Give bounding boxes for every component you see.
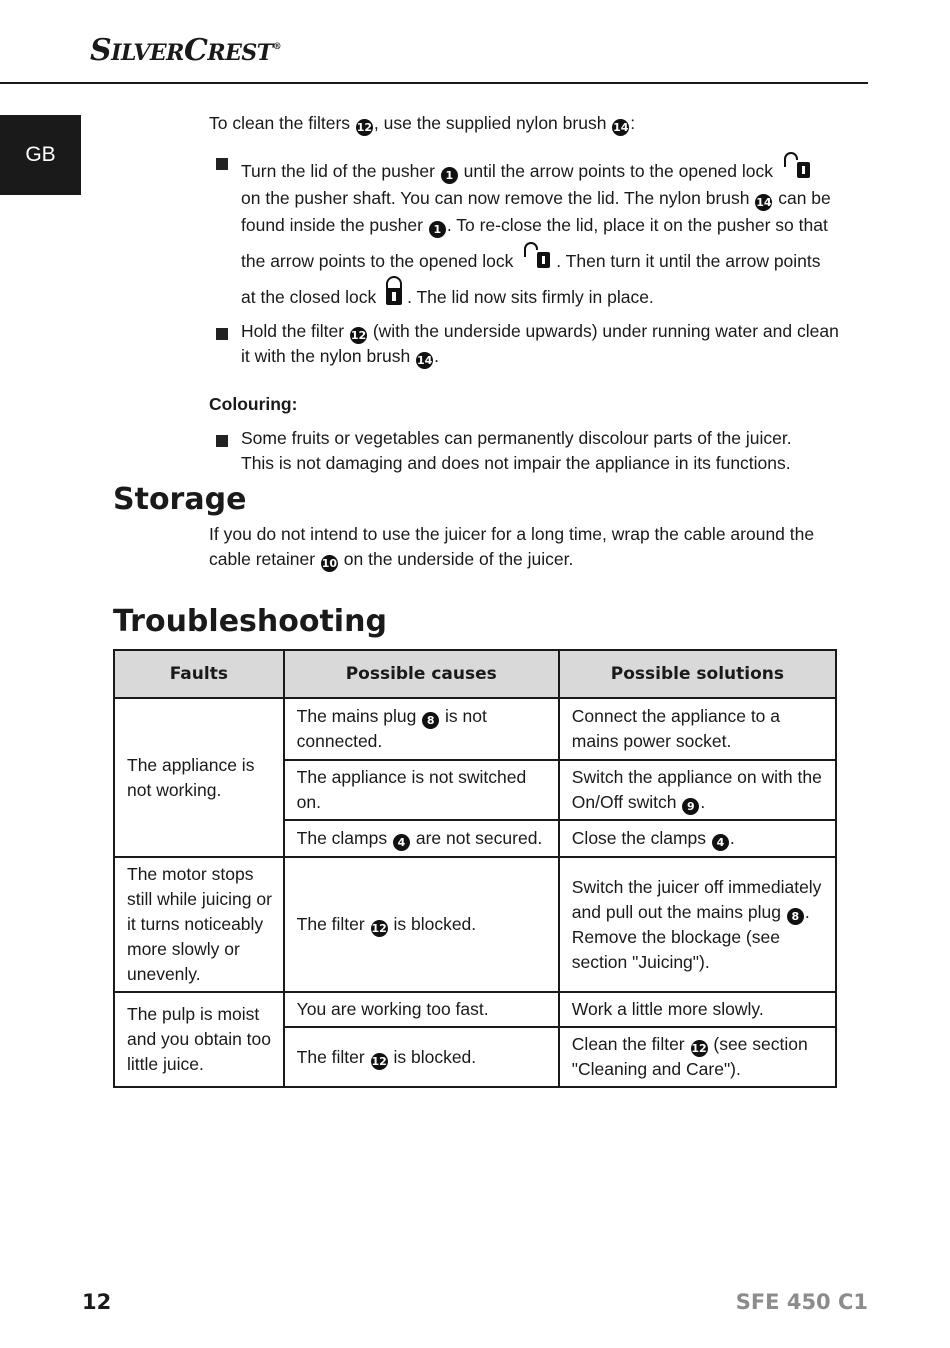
table-row — [114, 698, 836, 760]
closed-lock-icon — [383, 275, 405, 309]
header-divider — [0, 82, 868, 84]
troubleshooting-table — [113, 649, 837, 1088]
cause-cell: The mains plug 8 is not connected. — [284, 698, 559, 760]
solution-cell: Switch the appliance on with the On/Off switch 9 . — [559, 760, 836, 820]
part-number-badge: 12 — [350, 329, 367, 342]
fault-cell: The pulp is moist and you obtain too little juice. — [114, 992, 284, 1087]
storage-title: Storage — [113, 482, 247, 517]
bullet-square-icon — [216, 328, 228, 340]
table-row — [114, 857, 836, 992]
bullet-square-icon — [216, 158, 228, 170]
part-number-badge: 12 — [371, 922, 387, 935]
part-number-badge: 4 — [393, 834, 410, 851]
part-number-badge: 4 — [712, 834, 729, 851]
part-number-badge: 14 — [613, 121, 629, 134]
list-item: Hold the filter 12 (with the underside upwards) under running water and clean it with the nylon brush 14 . — [209, 319, 839, 369]
table-header-row — [114, 650, 836, 698]
list-item: Some fruits or vegetables can permanently discolour parts of the juicer. This is not damaging and does not impair the appliance in its functions. — [209, 426, 839, 476]
part-number-badge: 12 — [371, 1054, 387, 1068]
column-header: Possible solutions — [559, 650, 836, 698]
part-number-badge: 1 — [441, 167, 458, 184]
storage-text: If you do not intend to use the juicer for a long time, wrap the cable around the cable retainer 10 on the underside of the juicer. — [209, 524, 815, 570]
language-tab: GB — [0, 115, 81, 195]
open-lock-icon — [520, 239, 554, 273]
part-number-badge: 12 — [356, 121, 373, 134]
solution-cell: Work a little more slowly. — [559, 992, 836, 1027]
filter-cleaning-section — [209, 110, 839, 476]
page-number: 12 — [82, 1290, 112, 1314]
solution-cell: Clean the filter 12 (see section "Cleaning and Care"). — [559, 1027, 836, 1087]
column-header: Faults — [114, 650, 284, 698]
bullet-square-icon — [216, 435, 228, 447]
troubleshooting-title: Troubleshooting — [113, 604, 387, 639]
solution-cell: Close the clamps 4 . — [559, 820, 836, 857]
part-number-badge: 14 — [416, 354, 433, 367]
part-number-badge: 1 — [429, 221, 446, 238]
part-number-badge: 8 — [787, 908, 804, 925]
open-lock-icon — [780, 149, 814, 183]
solution-cell: Switch the juicer off immediately and pull out the mains plug 8 . Remove the blockage (see section "Juicing"). — [559, 857, 836, 992]
part-number-badge: 10 — [321, 557, 338, 570]
cause-cell: The appliance is not switched on. — [284, 760, 559, 820]
cause-cell: You are working too fast. — [284, 992, 559, 1027]
colouring-heading: Colouring: — [209, 394, 298, 414]
brand-logo: SILVERCREST® — [90, 33, 282, 68]
part-number-badge: 8 — [422, 712, 439, 729]
model-number: SFE 450 C1 — [735, 1290, 868, 1314]
fault-cell: The appliance is not working. — [114, 698, 284, 857]
cause-cell: The filter 12 is blocked. — [284, 1027, 559, 1087]
filter-intro: To clean the filters 12 , use the supplied nylon brush 14 : — [209, 113, 636, 134]
part-number-badge: 14 — [756, 196, 772, 209]
list-item: Turn the lid of the pusher 1 until the arrow points to the opened lock on the pusher shaft. You can now remove the lid. The nylon brush 14 can be found inside the pusher 1 . To re-close the lid, place it on the pusher so that the arrow points to the opened lock . Then turn it until the arrow points at the closed lock . The lid now sits firmly in place. — [209, 149, 839, 311]
fault-cell: The motor stops still while juicing or it turns noticeably more slowly or unevenly. — [114, 857, 284, 992]
solution-cell: Connect the appliance to a mains power socket. — [559, 698, 836, 760]
column-header: Possible causes — [284, 650, 559, 698]
cause-cell: The filter 12 is blocked. — [284, 857, 559, 992]
part-number-badge: 9 — [682, 798, 699, 815]
part-number-badge: 12 — [691, 1042, 707, 1055]
cause-cell: The clamps 4 are not secured. — [284, 820, 559, 857]
table-row — [114, 992, 836, 1027]
